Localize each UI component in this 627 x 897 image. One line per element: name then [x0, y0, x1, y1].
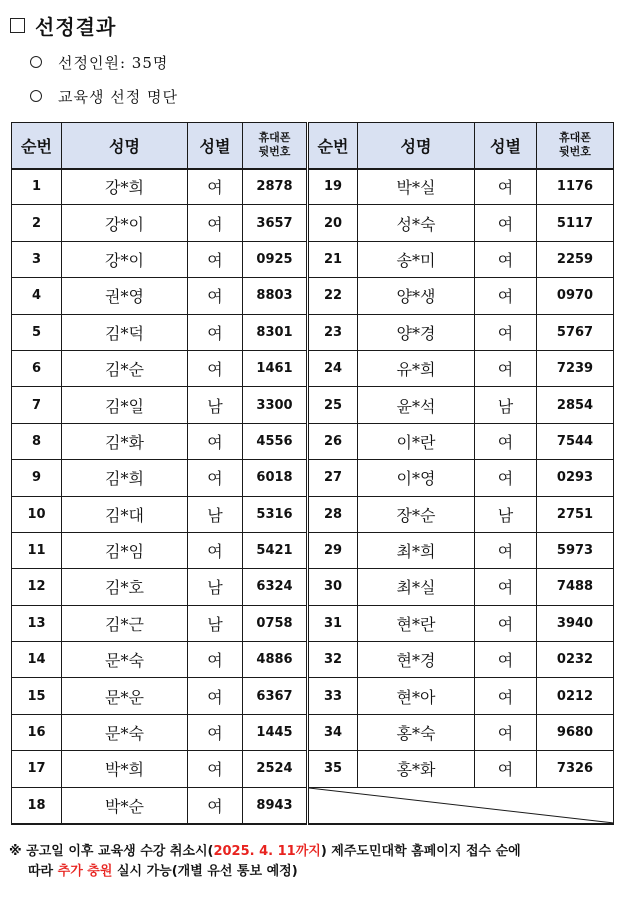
cell-no: 10: [12, 496, 62, 532]
cell-no: 19: [308, 169, 358, 205]
cell-no: 24: [308, 350, 358, 386]
cell-no: 6: [12, 350, 62, 386]
empty-cell: [308, 787, 614, 823]
table-row: [12, 678, 614, 714]
cell-gender: 여: [475, 569, 537, 605]
cell-name: 현*경: [358, 642, 475, 678]
cell-no: 26: [308, 423, 358, 459]
cell-phone: 8803: [243, 278, 308, 314]
cell-no: 5: [12, 314, 62, 350]
cell-name: 윤*석: [358, 387, 475, 423]
cell-no: 33: [308, 678, 358, 714]
circle-bullet-icon: [30, 56, 42, 68]
cell-phone: 2524: [243, 751, 308, 787]
cell-phone: 0293: [537, 460, 614, 496]
cell-phone: 7544: [537, 423, 614, 459]
cell-phone: 2751: [537, 496, 614, 532]
cell-phone: 2259: [537, 241, 614, 277]
cell-gender: 여: [188, 241, 243, 277]
header-no: 순번: [308, 123, 358, 169]
cell-gender: 여: [475, 642, 537, 678]
cell-phone: 7488: [537, 569, 614, 605]
cell-name: 김*순: [62, 350, 188, 386]
header-phone-line1: 휴대폰: [258, 131, 291, 145]
cell-no: 31: [308, 605, 358, 641]
cell-gender: 여: [475, 605, 537, 641]
section-title: 선정결과: [35, 14, 117, 39]
cell-gender: 여: [188, 751, 243, 787]
header-name: 성명: [62, 123, 188, 169]
cell-gender: 남: [188, 496, 243, 532]
cell-name: 이*란: [358, 423, 475, 459]
footnote-text: ) 제주도민대학 홈페이지 접수 순에: [320, 844, 521, 859]
header-no: 순번: [12, 123, 62, 169]
cell-name: 양*경: [358, 314, 475, 350]
cell-name: 김*일: [62, 387, 188, 423]
cell-name: 홍*화: [358, 751, 475, 787]
cell-gender: 여: [188, 205, 243, 241]
cell-phone: 1176: [537, 169, 614, 205]
table-row: [12, 751, 614, 787]
cell-name: 최*희: [358, 532, 475, 568]
header-phone: [243, 123, 308, 169]
cell-gender: 남: [475, 496, 537, 532]
footnote-text: 실시 가능(개별 유선 통보 예정): [112, 864, 298, 879]
footnote-line2: [9, 862, 619, 882]
cell-no: 8: [12, 423, 62, 459]
cell-no: 27: [308, 460, 358, 496]
cell-name: 강*이: [62, 241, 188, 277]
table-row: [12, 714, 614, 750]
cell-gender: 여: [475, 241, 537, 277]
cell-gender: 여: [188, 350, 243, 386]
cell-gender: 남: [188, 387, 243, 423]
cell-gender: 여: [475, 751, 537, 787]
cell-phone: 5767: [537, 314, 614, 350]
cell-phone: 2878: [243, 169, 308, 205]
cell-gender: 여: [475, 714, 537, 750]
cell-gender: 남: [188, 569, 243, 605]
table-row: [12, 423, 614, 459]
cell-phone: 0970: [537, 278, 614, 314]
cell-name: 현*아: [358, 678, 475, 714]
cell-phone: 7326: [537, 751, 614, 787]
cell-name: 박*희: [62, 751, 188, 787]
cell-gender: 여: [475, 678, 537, 714]
header-phone-line1: 휴대폰: [559, 131, 591, 145]
cell-no: 25: [308, 387, 358, 423]
cell-phone: 3940: [537, 605, 614, 641]
cell-phone: 0232: [537, 642, 614, 678]
cell-phone: 6367: [243, 678, 308, 714]
cell-name: 권*영: [62, 278, 188, 314]
cell-gender: 여: [188, 314, 243, 350]
cell-no: 15: [12, 678, 62, 714]
cell-name: 박*순: [62, 787, 188, 823]
table-row: [12, 205, 614, 241]
cell-no: 23: [308, 314, 358, 350]
bullet-list-title: [30, 85, 178, 107]
cell-phone: 7239: [537, 350, 614, 386]
cell-phone: 8943: [243, 787, 308, 823]
reference-mark: ※: [9, 844, 22, 859]
cell-no: 16: [12, 714, 62, 750]
cell-gender: 여: [188, 642, 243, 678]
cell-no: 34: [308, 714, 358, 750]
cell-no: 20: [308, 205, 358, 241]
table-row: [12, 569, 614, 605]
table-header-row: [12, 123, 614, 169]
table-row: [12, 532, 614, 568]
cell-name: 김*덕: [62, 314, 188, 350]
cell-no: 18: [12, 787, 62, 823]
cell-phone: 2854: [537, 387, 614, 423]
cell-name: 문*숙: [62, 714, 188, 750]
cell-gender: 여: [188, 169, 243, 205]
cell-phone: 0758: [243, 605, 308, 641]
cell-name: 송*미: [358, 241, 475, 277]
footnote-line1: [9, 842, 619, 862]
cell-no: 17: [12, 751, 62, 787]
circle-bullet-icon: [30, 90, 42, 102]
cell-name: 김*대: [62, 496, 188, 532]
header-phone-line2: 뒷번호: [559, 145, 591, 159]
table-row: [12, 387, 614, 423]
table-row: [12, 460, 614, 496]
cell-name: 문*운: [62, 678, 188, 714]
cell-name: 강*희: [62, 169, 188, 205]
cell-gender: 여: [475, 460, 537, 496]
cell-gender: 여: [188, 714, 243, 750]
cell-name: 김*임: [62, 532, 188, 568]
table-row: [12, 350, 614, 386]
diagonal-strike: [309, 788, 613, 823]
cell-gender: 여: [475, 169, 537, 205]
cell-phone: 5421: [243, 532, 308, 568]
cell-gender: 여: [188, 532, 243, 568]
cell-phone: 5117: [537, 205, 614, 241]
highlight-text: 추가 충원: [57, 864, 113, 879]
table-row: [12, 314, 614, 350]
cell-gender: 여: [475, 278, 537, 314]
cell-name: 성*숙: [358, 205, 475, 241]
cell-gender: 남: [188, 605, 243, 641]
cell-gender: 여: [188, 678, 243, 714]
header-name: 성명: [358, 123, 475, 169]
cell-phone: 9680: [537, 714, 614, 750]
cell-no: 30: [308, 569, 358, 605]
cell-gender: 여: [475, 532, 537, 568]
footnote-text: 따라: [28, 864, 58, 879]
cell-gender: 여: [188, 787, 243, 823]
cell-no: 12: [12, 569, 62, 605]
cell-phone: 3300: [243, 387, 308, 423]
selection-table: [11, 122, 614, 825]
cell-gender: 여: [475, 423, 537, 459]
cell-phone: 1445: [243, 714, 308, 750]
cell-no: 3: [12, 241, 62, 277]
cell-name: 장*순: [358, 496, 475, 532]
cell-no: 9: [12, 460, 62, 496]
footnote-text: 공고일 이후 교육생 수강 취소시(: [21, 844, 214, 859]
cell-name: 김*근: [62, 605, 188, 641]
cell-phone: 3657: [243, 205, 308, 241]
cell-phone: 5316: [243, 496, 308, 532]
cell-gender: 남: [475, 387, 537, 423]
cell-no: 22: [308, 278, 358, 314]
bullet-text: 선정인원: 35명: [58, 53, 169, 72]
cell-no: 29: [308, 532, 358, 568]
header-phone: [537, 123, 614, 169]
cell-phone: 6324: [243, 569, 308, 605]
cell-no: 35: [308, 751, 358, 787]
cell-phone: 0925: [243, 241, 308, 277]
header-gender: 성별: [475, 123, 537, 169]
section-heading: [10, 10, 116, 40]
cell-gender: 여: [475, 205, 537, 241]
cell-phone: 1461: [243, 350, 308, 386]
cell-name: 양*생: [358, 278, 475, 314]
cell-phone: 8301: [243, 314, 308, 350]
deadline-text: 2025. 4. 11까지: [213, 844, 321, 859]
table-row: [12, 278, 614, 314]
table-row: [12, 642, 614, 678]
cell-gender: 여: [188, 278, 243, 314]
checkbox-icon: [10, 18, 25, 33]
bullet-text: 교육생 선정 명단: [58, 87, 178, 106]
cell-no: 21: [308, 241, 358, 277]
cell-phone: 4556: [243, 423, 308, 459]
cell-name: 김*호: [62, 569, 188, 605]
header-phone-line2: 뒷번호: [258, 145, 291, 159]
table-row: [12, 496, 614, 532]
table-row: [12, 605, 614, 641]
cell-name: 현*란: [358, 605, 475, 641]
cell-no: 4: [12, 278, 62, 314]
cell-no: 11: [12, 532, 62, 568]
cell-phone: 0212: [537, 678, 614, 714]
cell-gender: 여: [188, 423, 243, 459]
cell-name: 최*실: [358, 569, 475, 605]
cell-name: 홍*숙: [358, 714, 475, 750]
cell-name: 이*영: [358, 460, 475, 496]
cell-gender: 여: [188, 460, 243, 496]
cell-name: 김*희: [62, 460, 188, 496]
cell-gender: 여: [475, 350, 537, 386]
cell-name: 유*희: [358, 350, 475, 386]
cell-no: 32: [308, 642, 358, 678]
footnote: [9, 842, 619, 882]
cell-no: 7: [12, 387, 62, 423]
cell-phone: 4886: [243, 642, 308, 678]
cell-no: 1: [12, 169, 62, 205]
cell-no: 2: [12, 205, 62, 241]
header-gender: 성별: [188, 123, 243, 169]
cell-phone: 5973: [537, 532, 614, 568]
cell-no: 14: [12, 642, 62, 678]
cell-no: 28: [308, 496, 358, 532]
cell-name: 김*화: [62, 423, 188, 459]
cell-name: 박*실: [358, 169, 475, 205]
bullet-selected-count: [30, 51, 168, 73]
table-row: [12, 787, 614, 823]
cell-no: 13: [12, 605, 62, 641]
table-row: [12, 241, 614, 277]
cell-phone: 6018: [243, 460, 308, 496]
cell-gender: 여: [475, 314, 537, 350]
cell-name: 문*숙: [62, 642, 188, 678]
table-row: [12, 169, 614, 205]
cell-name: 강*이: [62, 205, 188, 241]
